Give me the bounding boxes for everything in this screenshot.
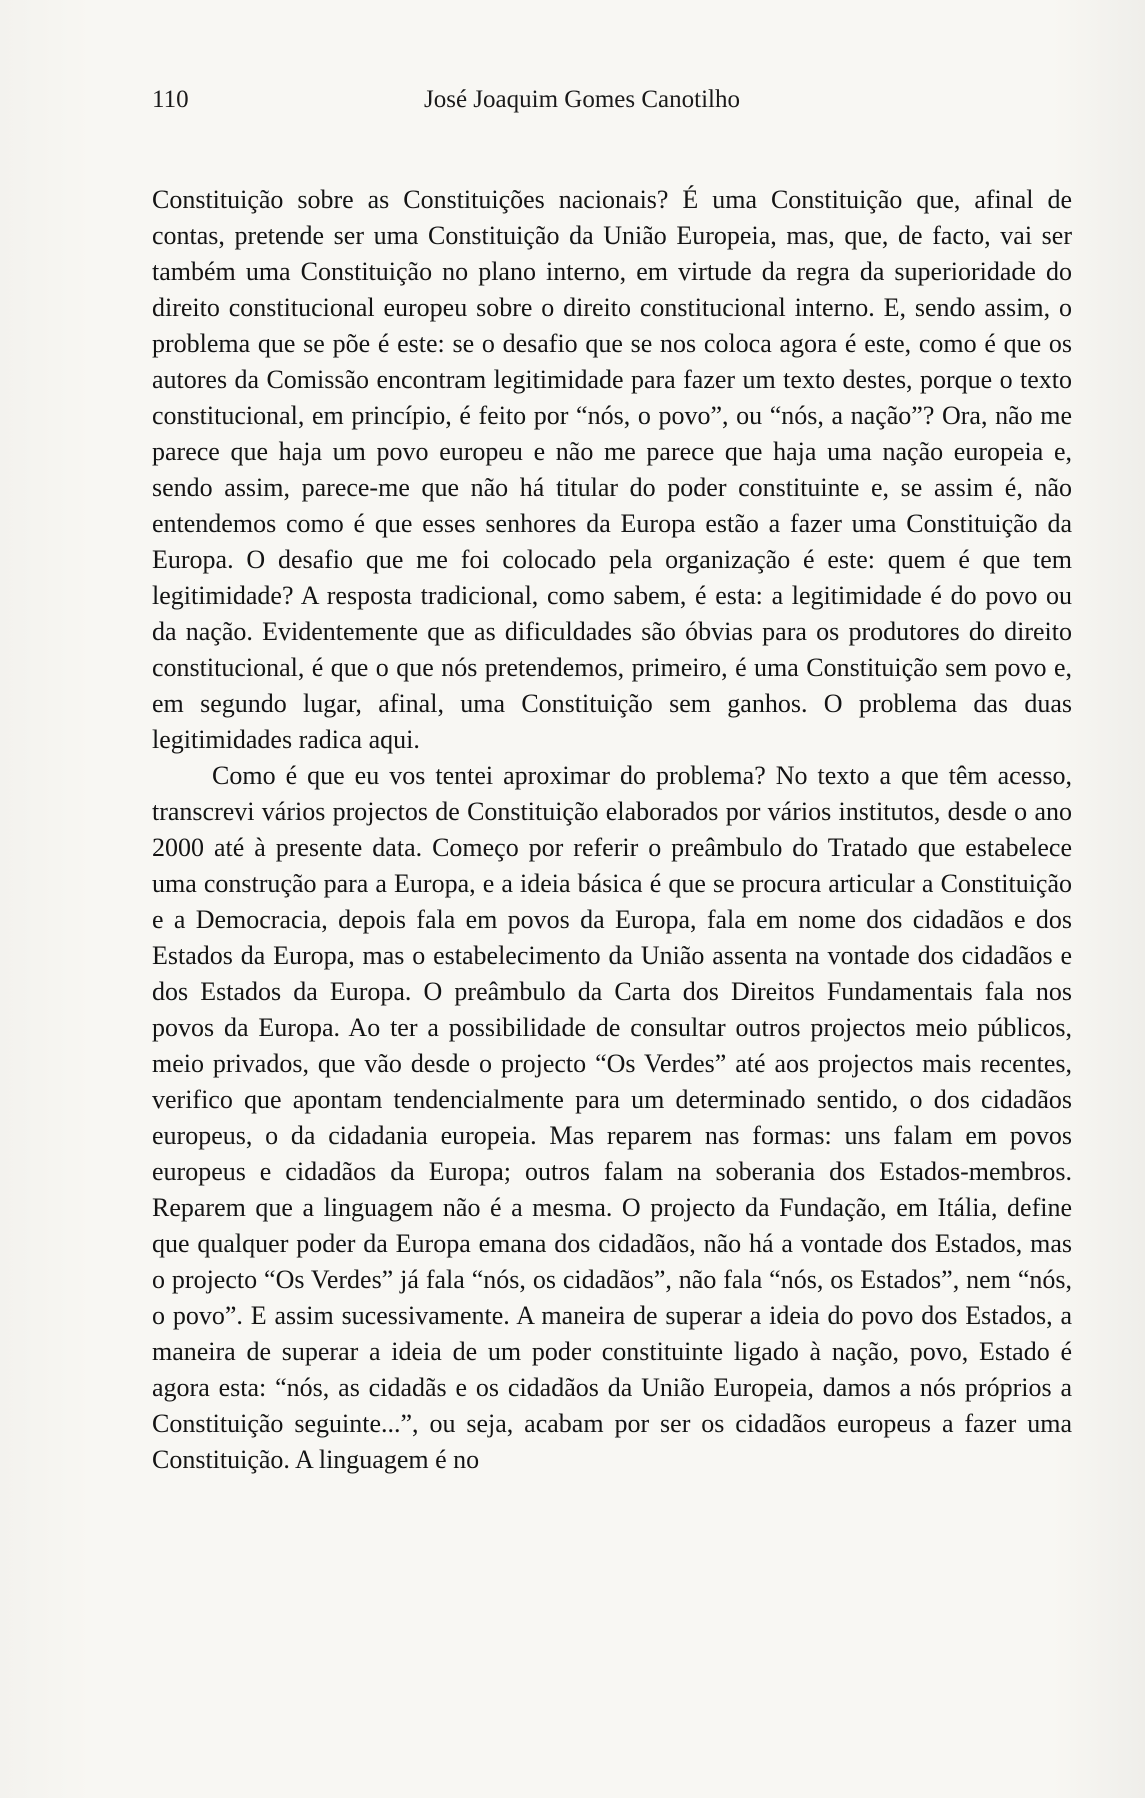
- running-head-author: José Joaquim Gomes Canotilho: [424, 86, 740, 113]
- paragraph-2: Como é que eu vos tentei aproximar do problema? No texto a que têm acesso, transcrevi vários projectos de Constituição elaborados por vários institutos, desde o ano 2000 até à presente data. Começo por referir o preâmbulo do Tratado que estabelece uma construção para a Europa, e a ideia básica é que se procura articular a Constituição e a Democracia, depois fala em povos da Europa, fala em nome dos cidadãos e dos Estados da Europa, mas o estabelecimento da União assenta na vontade dos cidadãos e dos Estados da Europa. O preâmbulo da Carta dos Direitos Fundamentais fala nos povos da Europa. Ao ter a possibilidade de consultar outros projectos meio públicos, meio privados, que vão desde o projecto “Os Verdes” até aos projectos mais recentes, verifico que apontam tendencialmente para um determinado sentido, o dos cidadãos europeus, o da cidadania europeia. Mas reparem nas formas: uns falam em povos europeus e cidadãos da Europa; outros falam na soberania dos Estados-membros. Reparem que a linguagem não é a mesma. O projecto da Fundação, em Itália, define que qualquer poder da Europa emana dos cidadãos, não há a vontade dos Estados, mas o projecto “Os Verdes” já fala “nós, os cidadãos”, não fala “nós, os Estados”, nem “nós, o povo”. E assim sucessivamente. A maneira de superar a ideia do povo dos Estados, a maneira de superar a ideia de um poder constituinte ligado à nação, povo, Estado é agora esta: “nós, as cidadãs e os cidadãos da União Europeia, damos a nós próprios a Constituição seguinte...”, ou seja, acabam por ser os cidadãos europeus a fazer uma Constituição. A linguagem é no: [152, 761, 1072, 1474]
- paragraph-1: Constituição sobre as Constituições nacionais? É uma Constituição que, afinal de contas, pretende ser uma Constituição da União Europeia, mas, que, de facto, vai ser também uma Constituição no plano interno, em virtude da regra da superioridade do direito constitucional europeu sobre o direito constitucional interno. E, sendo assim, o problema que se põe é este: se o desafio que se nos coloca agora é este, como é que os autores da Comissão encontram legitimidade para fazer um texto destes, porque o texto constitucional, em princípio, é feito por “nós, o povo”, ou “nós, a nação”? Ora, não me parece que haja um povo europeu e não me parece que haja uma nação europeia e, sendo assim, parece-me que não há titular do poder constituinte e, se assim é, não entendemos como é que esses senhores da Europa estão a fazer uma Constituição da Europa. O desafio que me foi colocado pela organização é este: quem é que tem legitimidade? A resposta tradicional, como sabem, é esta: a legitimidade é do povo ou da nação. Evidentemente que as dificuldades são óbvias para os produtores do direito constitucional, é que o que nós pretendemos, primeiro, é uma Constituição sem povo e, em segundo lugar, afinal, uma Constituição sem ganhos. O problema das duas legitimidades radica aqui.: [152, 185, 1072, 754]
- page-number: 110: [152, 86, 189, 113]
- body-text: [152, 182, 1072, 1478]
- running-head: [152, 86, 1072, 122]
